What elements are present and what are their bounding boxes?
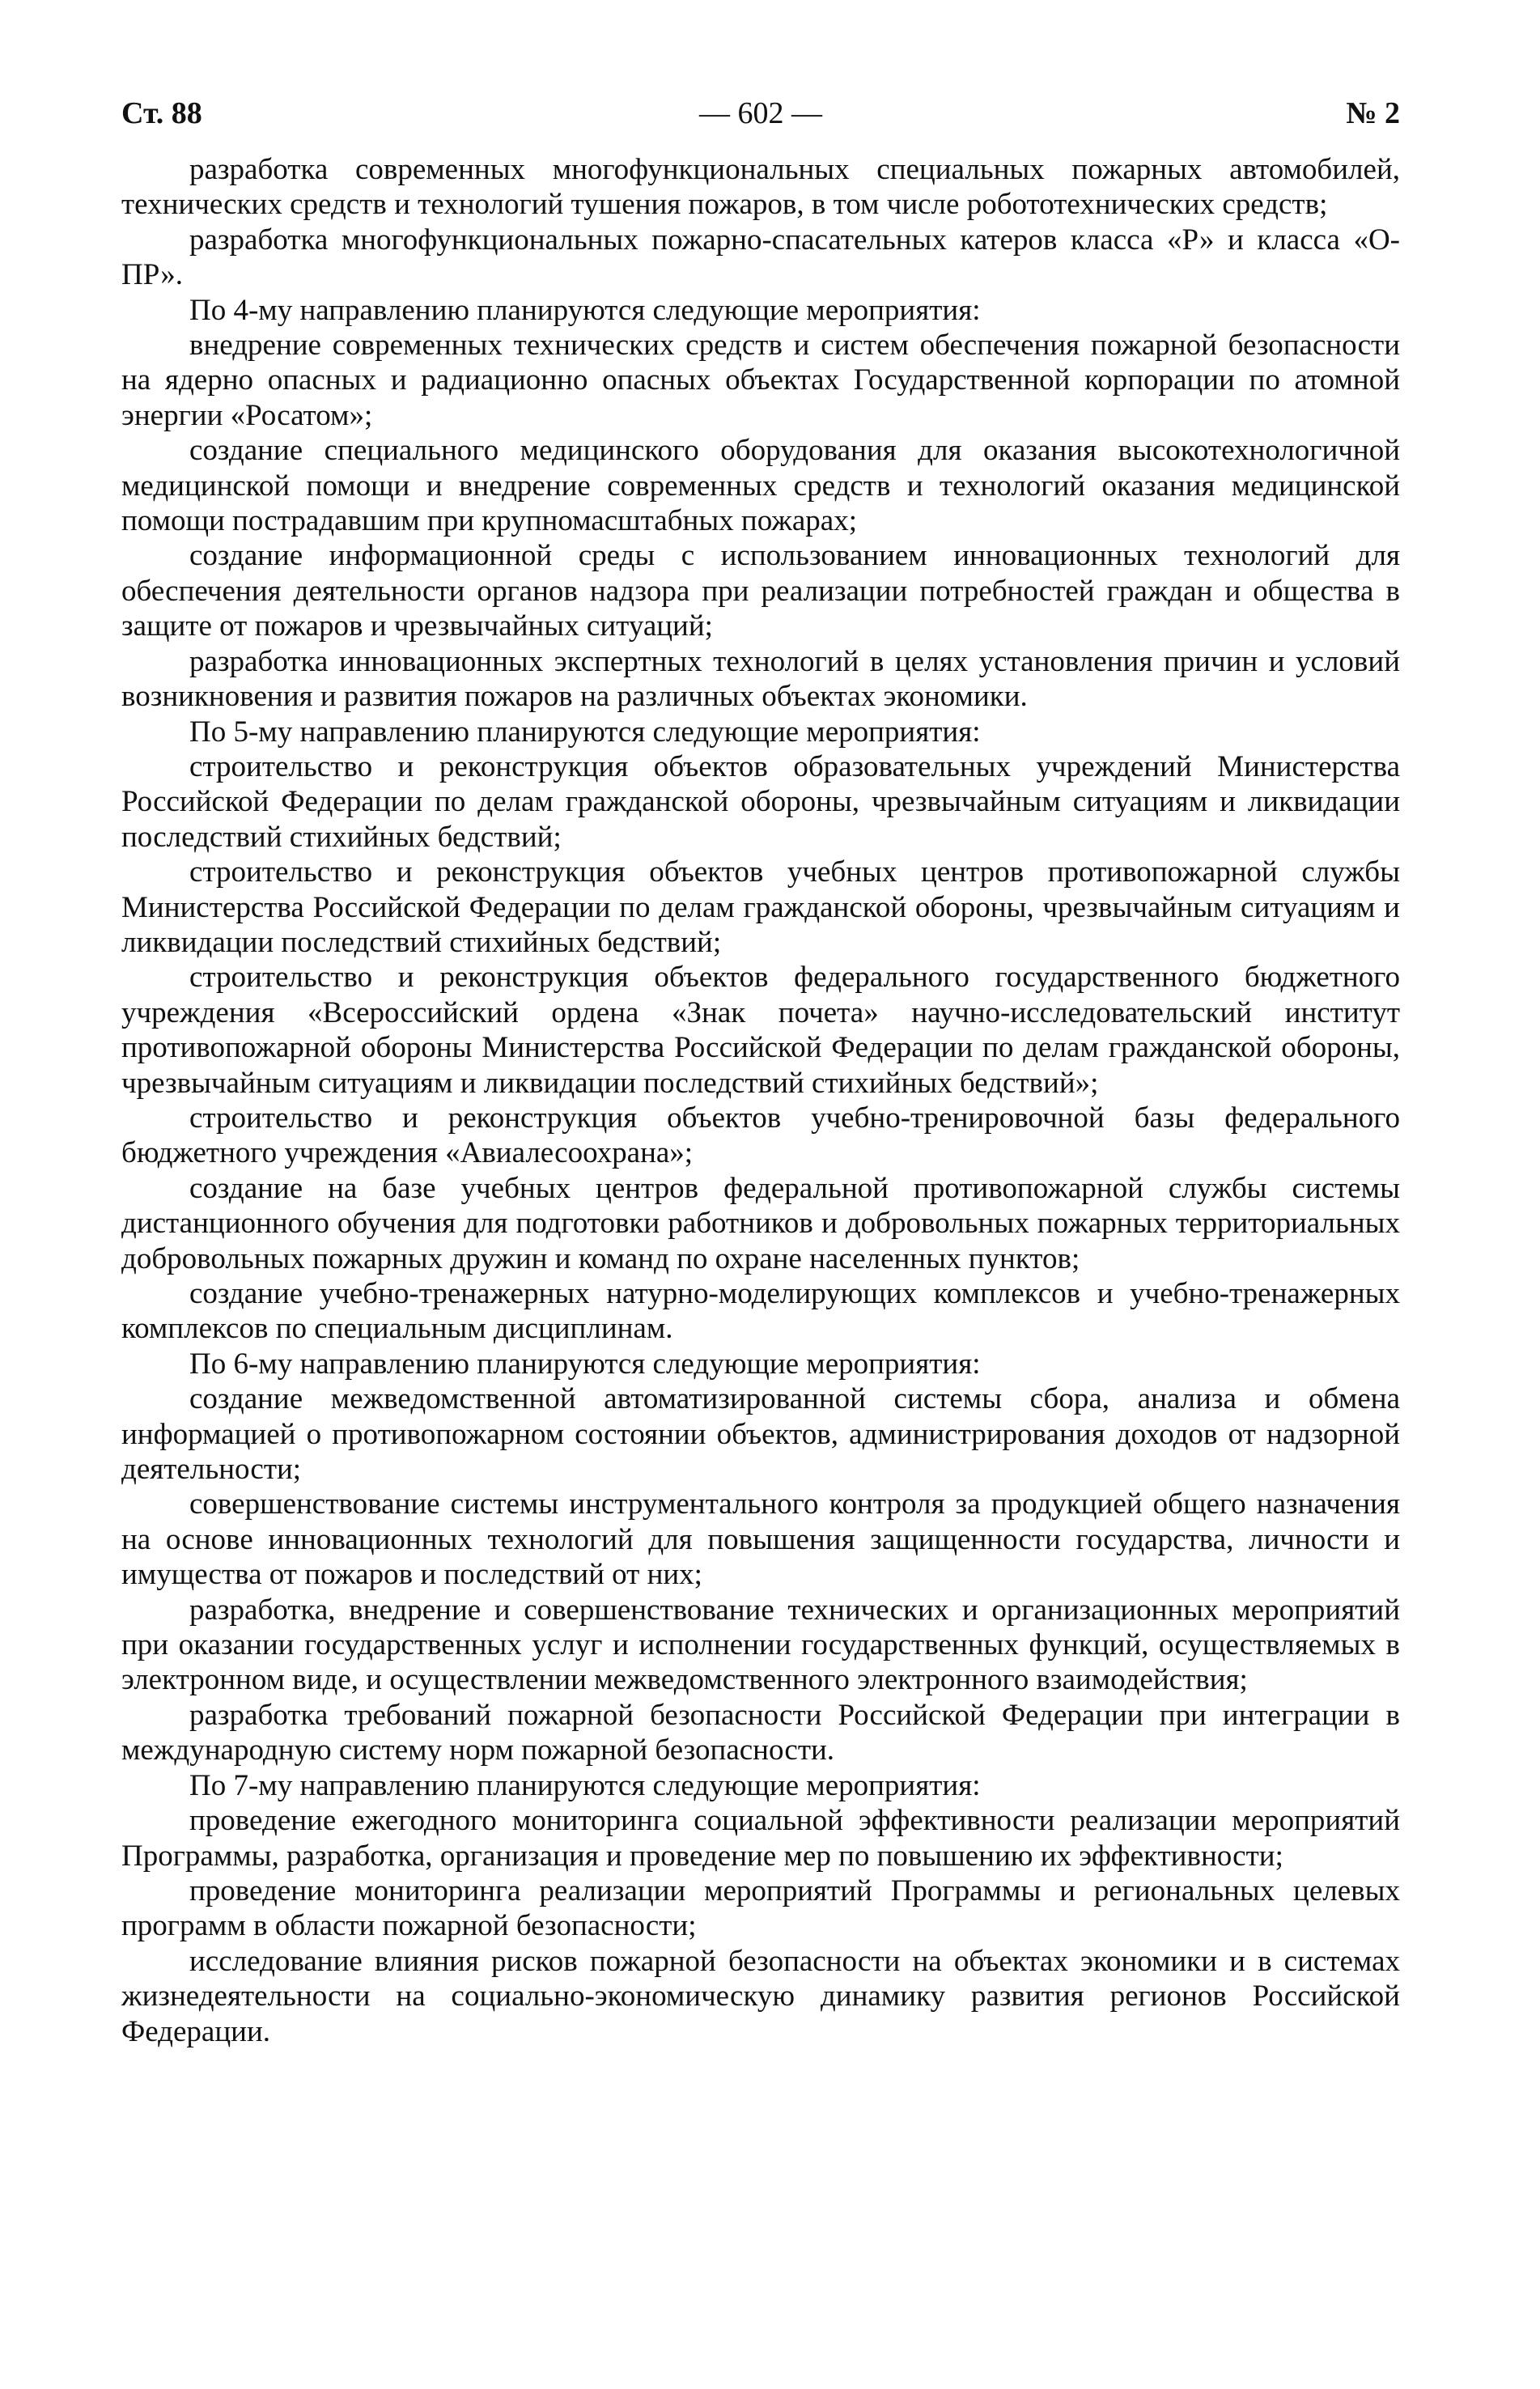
document-body (121, 152, 1400, 2049)
paragraph: разработка многофункциональных пожарно-спасательных катеров класса «Р» и класса «О-ПР». (121, 223, 1400, 292)
page-header (121, 95, 1400, 152)
paragraph: разработка требований пожарной безопасности Российской Федерации при интеграции в международную систему норм пожарной безопасности. (121, 1698, 1400, 1767)
paragraph: исследование влияния рисков пожарной безопасности на объектах экономики и в системах жизнедеятельности на социально-экономическую динамику развития регионов Российской Федерации. (121, 1944, 1400, 2048)
paragraph: создание межведомственной автоматизированной системы сбора, анализа и обмена информацией о противопожарном состоянии объектов, администрирования доходов от надзорной деятельности; (121, 1382, 1400, 1487)
issue-number: № 2 (1346, 96, 1400, 130)
paragraph: строительство и реконструкция объектов федерального государственного бюджетного учреждения «Всероссийский ордена «Знак почета» научно-исследовательский институт противопожарной обороны Министерства Российской Федерации по делам гражданской обороны, чрезвычайным ситуациям и ликвидации последствий стихийных бедствий»; (121, 961, 1400, 1100)
article-number: Ст. 88 (121, 96, 202, 130)
paragraph: создание специального медицинского оборудования для оказания высокотехнологичной медицинской помощи и внедрение современных средств и технологий оказания медицинской помощи пострадавшим при крупномасштабных пожарах; (121, 434, 1400, 538)
page-number: — 602 — (699, 96, 822, 130)
paragraph: строительство и реконструкция объектов образовательных учреждений Министерства Российской Федерации по делам гражданской обороны, чрезвычайным ситуациям и ликвидации последствий стихийных бедствий; (121, 749, 1400, 854)
section-intro: По 4-му направлению планируются следующие мероприятия: (189, 293, 981, 327)
paragraph: проведение ежегодного мониторинга социальной эффективности реализации мероприятий Программы, разработка, организация и проведение мер по повышению их эффективности; (121, 1804, 1400, 1873)
section-intro: По 7-му направлению планируются следующие мероприятия: (189, 1768, 981, 1802)
paragraph: проведение мониторинга реализации мероприятий Программы и региональных целевых программ в области пожарной безопасности; (121, 1873, 1400, 1943)
paragraph: разработка, внедрение и совершенствование технических и организационных мероприятий при оказании государственных услуг и исполнении государственных функций, осуществляемых в электронном виде, и осуществлении межведомственного электронного взаимодействия; (121, 1593, 1400, 1697)
section-intro: По 5-му направлению планируются следующие мероприятия: (189, 715, 981, 749)
paragraph: строительство и реконструкция объектов учебно-тренировочной базы федерального бюджетного учреждения «Авиалесоохрана»; (121, 1101, 1400, 1170)
paragraph: внедрение современных технических средств и систем обеспечения пожарной безопасности на ядерно опасных и радиационно опасных объектах Государственной корпорации по атомной энергии «Росатом»; (121, 329, 1400, 432)
section-intro: По 6-му направлению планируются следующие мероприятия: (189, 1347, 981, 1381)
document-page (121, 95, 1400, 2049)
paragraph: создание на базе учебных центров федеральной противопожарной службы системы дистанционного обучения для подготовки работников и добровольных пожарных территориальных добровольных пожарных дружин и команд по охране населенных пунктов; (121, 1171, 1400, 1275)
paragraph: разработка инновационных экспертных технологий в целях установления причин и условий возникновения и развития пожаров на различных объектах экономики. (121, 644, 1400, 714)
paragraph: создание информационной среды с использованием инновационных технологий для обеспечения деятельности органов надзора при реализации потребностей граждан и общества в защите от пожаров и чрезвычайных ситуаций; (121, 539, 1400, 643)
paragraph: совершенствование системы инструментального контроля за продукцией общего назначения на основе инновационных технологий для повышения защищенности государства, личности и имущества от пожаров и последствий от них; (121, 1487, 1400, 1592)
paragraph: создание учебно-тренажерных натурно-моделирующих комплексов и учебно-тренажерных комплексов по специальным дисциплинам. (121, 1277, 1400, 1346)
paragraph: строительство и реконструкция объектов учебных центров противопожарной службы Министерства Российской Федерации по делам гражданской обороны, чрезвычайным ситуациям и ликвидации последствий стихийных бедствий; (121, 855, 1400, 959)
paragraph: разработка современных многофункциональных специальных пожарных автомобилей, технических средств и технологий тушения пожаров, в том числе робототехнических средств; (121, 153, 1400, 222)
